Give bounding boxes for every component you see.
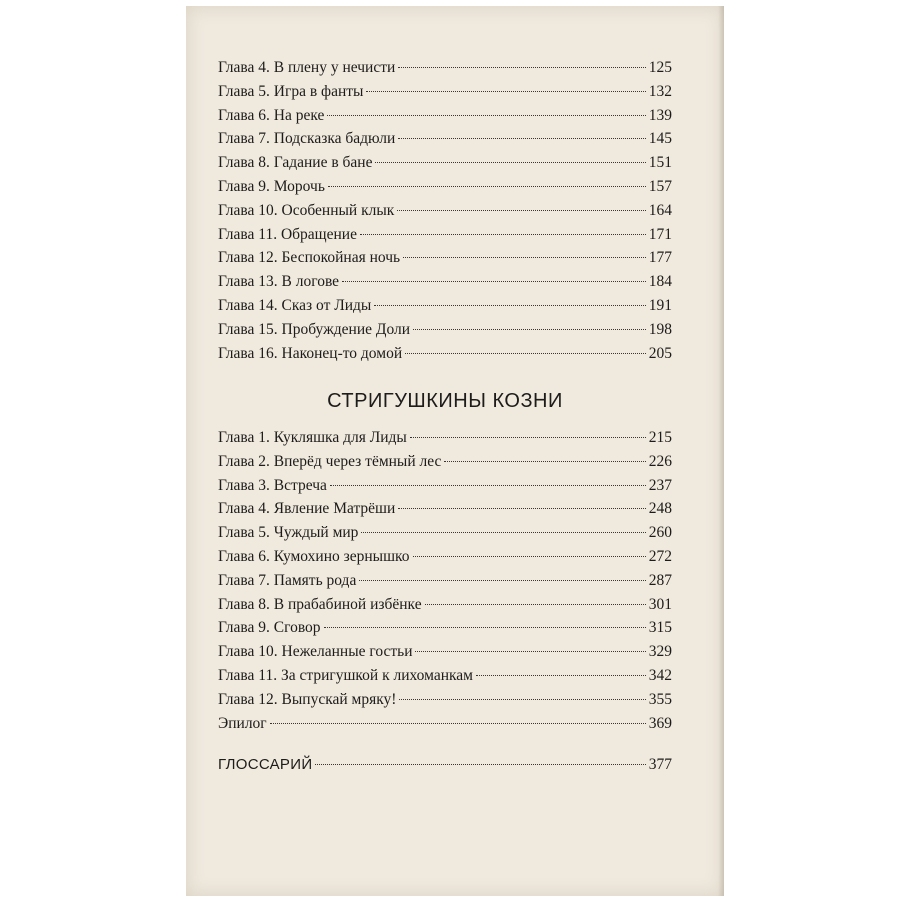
- toc-entry-page-number: 177: [648, 249, 672, 267]
- toc-entry: [218, 593, 672, 617]
- toc-entry-page-number: 237: [648, 476, 672, 494]
- toc-entry: [218, 56, 672, 80]
- leader-dots: [360, 234, 646, 235]
- toc-entry-label: Глава 8. В прабабиной избёнке: [218, 595, 422, 613]
- toc-glossary: [218, 753, 672, 777]
- toc-entry-page-number: 157: [648, 177, 672, 195]
- toc-entry-page-number: 151: [648, 154, 672, 172]
- glossary-row: [218, 753, 672, 777]
- toc-entry-label: Глава 8. Гадание в бане: [218, 154, 373, 172]
- toc-entry-page-number: 132: [648, 82, 672, 100]
- leader-dots: [375, 162, 645, 163]
- toc-entry-page-number: 287: [648, 571, 672, 589]
- glossary-label: ГЛОССАРИЙ: [218, 756, 313, 773]
- toc-entry-label: Глава 12. Выпускай мряку!: [218, 690, 397, 708]
- toc-entry-label: Глава 6. Кумохино зернышко: [218, 547, 410, 565]
- toc-entry-page-number: 198: [648, 320, 672, 338]
- section-title: СТРИГУШКИНЫ КОЗНИ: [327, 390, 563, 412]
- toc-entry-label: Глава 12. Беспокойная ночь: [218, 249, 401, 267]
- toc-entry-label: Глава 11. За стригушкой к лихоманкам: [218, 666, 473, 684]
- toc-entry-page-number: 301: [648, 595, 672, 613]
- toc-entry-label: Глава 4. Явление Матрёши: [218, 500, 396, 518]
- leader-dots: [413, 556, 646, 557]
- glossary-page-number: 377: [648, 756, 672, 773]
- toc-entry-page-number: 272: [648, 547, 672, 565]
- toc-entry-page-number: 184: [648, 273, 672, 291]
- toc-entry: [218, 426, 672, 450]
- toc-entry: [218, 640, 672, 664]
- toc-entry-label: Глава 15. Пробуждение Доли: [218, 320, 411, 338]
- leader-dots: [361, 532, 645, 533]
- toc-entry-page-number: 226: [648, 452, 672, 470]
- toc-entry: [218, 246, 672, 270]
- toc-entry-page-number: 369: [648, 714, 672, 732]
- toc-entry-label: Глава 14. Сказ от Лиды: [218, 296, 372, 314]
- toc-entry: [218, 318, 672, 342]
- toc-entry-label: Глава 5. Чуждый мир: [218, 524, 359, 542]
- toc-entry: [218, 664, 672, 688]
- toc-entry-label: Глава 10. Особенный клык: [218, 201, 395, 219]
- toc-entry-label: Глава 3. Встреча: [218, 476, 327, 494]
- leader-dots: [425, 604, 646, 605]
- toc-entry: [218, 474, 672, 498]
- toc-entry: [218, 104, 672, 128]
- leader-dots: [399, 699, 645, 700]
- toc-entry-label: Глава 7. Подсказка бадюли: [218, 130, 396, 148]
- leader-dots: [359, 580, 645, 581]
- leader-dots: [366, 91, 645, 92]
- toc-part2: [218, 426, 672, 735]
- toc-entry-label: Эпилог: [218, 714, 267, 732]
- toc-entry: [218, 688, 672, 712]
- toc-entry: [218, 616, 672, 640]
- toc-entry-page-number: 139: [648, 106, 672, 124]
- toc-entry-page-number: 342: [648, 666, 672, 684]
- toc-entry-label: Глава 9. Морочь: [218, 177, 325, 195]
- toc-entry-page-number: 248: [648, 500, 672, 518]
- leader-dots: [328, 186, 646, 187]
- leader-dots: [403, 257, 646, 258]
- toc-entry-page-number: 164: [648, 201, 672, 219]
- toc-entry-label: Глава 13. В логове: [218, 273, 340, 291]
- toc-part1: [218, 56, 672, 365]
- toc-entry-label: Глава 16. Наконец-то домой: [218, 344, 403, 362]
- toc-entry-page-number: 145: [648, 130, 672, 148]
- page-edge-shadow: [718, 6, 724, 896]
- leader-dots: [374, 305, 645, 306]
- toc-entry: [218, 450, 672, 474]
- toc-entry: [218, 151, 672, 175]
- toc-entry: [218, 80, 672, 104]
- toc-entry-label: Глава 10. Нежеланные гостьи: [218, 643, 413, 661]
- toc-part1-list: [218, 56, 672, 365]
- toc-entry-label: Глава 2. Вперёд через тёмный лес: [218, 452, 442, 470]
- leader-dots: [270, 723, 646, 724]
- leader-dots: [398, 138, 645, 139]
- toc-entry: [218, 175, 672, 199]
- toc-entry-label: Глава 6. На реке: [218, 106, 325, 124]
- toc-entry: [218, 497, 672, 521]
- toc-entry-page-number: 260: [648, 524, 672, 542]
- toc-entry: [218, 294, 672, 318]
- leader-dots: [410, 437, 646, 438]
- toc-entry: [218, 199, 672, 223]
- toc-entry: [218, 569, 672, 593]
- leader-dots: [413, 329, 646, 330]
- toc-entry-label: Глава 9. Сговор: [218, 619, 321, 637]
- toc-entry: [218, 270, 672, 294]
- toc-entry-page-number: 355: [648, 690, 672, 708]
- leader-dots: [476, 675, 646, 676]
- toc-entry-page-number: 215: [648, 429, 672, 446]
- leader-dots: [398, 508, 645, 509]
- leader-dots: [330, 485, 646, 486]
- leader-dots: [398, 67, 645, 68]
- toc-entry-page-number: 315: [648, 619, 672, 637]
- toc-entry-page-number: 125: [648, 59, 672, 76]
- toc-entry: [218, 342, 672, 366]
- book-page: [186, 6, 724, 896]
- toc-entry-label: Глава 1. Кукляшка для Лиды: [218, 429, 407, 446]
- leader-dots: [324, 627, 646, 628]
- toc-entry: [218, 545, 672, 569]
- leader-dots: [444, 461, 645, 462]
- leader-dots: [342, 281, 646, 282]
- toc-entry-page-number: 191: [648, 296, 672, 314]
- toc-entry: [218, 521, 672, 545]
- toc-entry-page-number: 205: [648, 344, 672, 362]
- toc-part2-list: [218, 426, 672, 735]
- toc-entry: [218, 712, 672, 736]
- toc-entry-label: Глава 5. Игра в фанты: [218, 82, 364, 100]
- toc-entry-label: Глава 11. Обращение: [218, 225, 357, 243]
- leader-dots: [327, 115, 645, 116]
- toc-entry-label: Глава 7. Память рода: [218, 571, 357, 589]
- toc-entry-page-number: 329: [648, 643, 672, 661]
- toc-entry-label: Глава 4. В плену у нечисти: [218, 59, 396, 76]
- toc-entry-page-number: 171: [648, 225, 672, 243]
- leader-dots: [415, 651, 645, 652]
- leader-dots: [405, 353, 646, 354]
- toc-entry: [218, 223, 672, 247]
- toc-entry: [218, 127, 672, 151]
- leader-dots: [397, 210, 645, 211]
- leader-dots: [315, 764, 645, 765]
